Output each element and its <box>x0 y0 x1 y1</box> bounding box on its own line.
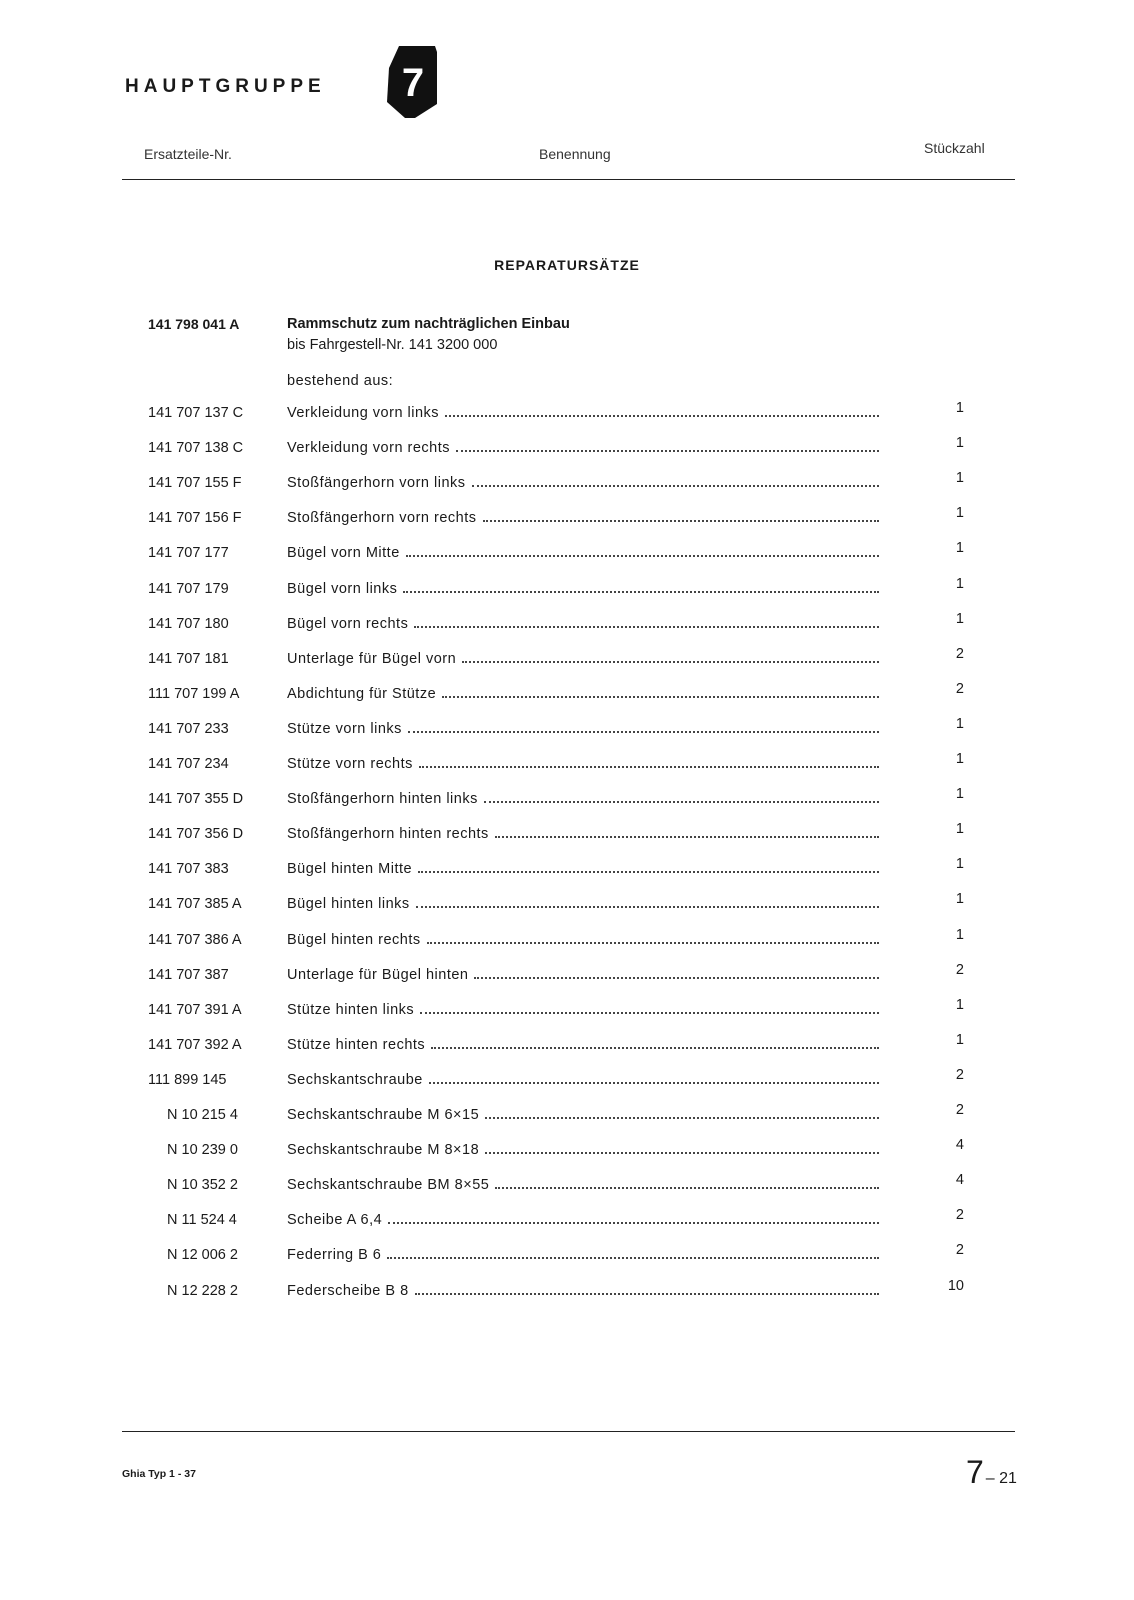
part-number: 141 707 385 A <box>148 896 242 913</box>
part-quantity: 4 <box>955 1137 964 1154</box>
part-name: Bügel hinten links <box>287 896 410 913</box>
part-quantity: 1 <box>955 856 964 873</box>
part-quantity: 1 <box>955 891 964 908</box>
part-name: Verkleidung vorn rechts <box>287 440 451 457</box>
part-quantity: 2 <box>955 1207 964 1224</box>
leader-dots <box>462 661 879 663</box>
part-name: Abdichtung für Stütze <box>287 685 437 702</box>
leader-dots <box>414 626 879 628</box>
leader-dots <box>415 1293 879 1295</box>
part-description <box>287 1002 879 1018</box>
part-name: Bügel hinten Mitte <box>287 861 413 878</box>
column-header-qty: Stückzahl <box>924 140 985 156</box>
part-number: 141 707 181 <box>148 650 229 667</box>
part-quantity: 1 <box>955 575 964 592</box>
part-quantity: 10 <box>947 1277 964 1294</box>
column-header-name: Benennung <box>539 146 611 162</box>
part-quantity: 1 <box>955 1031 964 1048</box>
page-number-minor: – 21 <box>985 1470 1017 1487</box>
part-quantity: 1 <box>955 996 964 1013</box>
section-title: REPARATURSÄTZE <box>494 257 640 273</box>
leader-dots <box>456 450 879 452</box>
leader-dots <box>403 591 879 593</box>
part-description <box>287 1037 879 1053</box>
part-number: 141 707 383 <box>148 861 229 878</box>
leader-dots <box>427 942 879 944</box>
leader-dots <box>485 1117 879 1119</box>
part-quantity: 1 <box>955 470 964 487</box>
part-description <box>287 686 879 702</box>
part-number: 111 899 145 <box>148 1071 227 1088</box>
part-name: Stoßfängerhorn vorn rechts <box>287 510 477 527</box>
page-title: HAUPTGRUPPE <box>125 76 326 97</box>
part-name: Stoßfängerhorn hinten links <box>287 791 478 808</box>
page-number <box>966 1454 1017 1491</box>
part-description <box>287 756 879 772</box>
part-number: 141 707 387 <box>148 966 229 983</box>
part-number: 141 707 137 C <box>148 405 244 421</box>
leader-dots <box>472 485 879 487</box>
part-quantity: 4 <box>955 1172 964 1189</box>
part-quantity: 1 <box>955 610 964 627</box>
part-name: Federscheibe B 8 <box>287 1282 409 1299</box>
leader-dots <box>483 520 879 522</box>
part-name: Bügel hinten rechts <box>287 931 421 948</box>
part-name: Stütze hinten links <box>287 1001 415 1018</box>
part-number: 141 707 355 D <box>148 791 244 808</box>
part-description <box>287 1212 879 1228</box>
part-name: Federring B 6 <box>287 1247 382 1264</box>
part-quantity: 1 <box>955 786 964 803</box>
kit-consisting-of: bestehend aus: <box>287 373 394 389</box>
part-description <box>287 1107 879 1123</box>
part-number: N 10 239 0 <box>167 1142 238 1159</box>
part-description <box>287 791 879 807</box>
part-name: Sechskantschraube M 6×15 <box>287 1107 480 1123</box>
header-rule <box>122 179 1015 180</box>
footer-model: Ghia Typ 1 - 37 <box>122 1468 196 1480</box>
part-quantity: 1 <box>955 715 964 732</box>
part-quantity: 1 <box>955 540 964 557</box>
part-number: 141 707 138 C <box>148 440 244 457</box>
part-description <box>287 721 879 737</box>
part-name: Bügel vorn links <box>287 580 398 597</box>
part-name: Unterlage für Bügel hinten <box>287 966 469 983</box>
part-description <box>287 1072 879 1088</box>
part-quantity: 2 <box>955 1102 964 1118</box>
group-number-badge <box>385 44 439 120</box>
part-name: Stütze vorn rechts <box>287 756 413 772</box>
part-number: 141 707 179 <box>148 580 229 597</box>
part-description <box>287 545 879 561</box>
part-name: Stütze vorn links <box>287 720 402 737</box>
part-description <box>287 826 879 842</box>
part-name: Verkleidung vorn links <box>287 405 440 421</box>
part-number: 141 707 356 D <box>148 826 244 843</box>
part-name: Stoßfängerhorn vorn links <box>287 475 466 492</box>
part-description <box>287 651 879 667</box>
part-number: 141 707 177 <box>148 545 229 562</box>
part-description <box>287 405 879 421</box>
part-quantity: 2 <box>955 645 964 662</box>
kit-note: bis Fahrgestell-Nr. 141 3200 000 <box>287 337 498 353</box>
part-number: 141 707 234 <box>148 756 229 772</box>
part-number: N 12 228 2 <box>167 1282 238 1299</box>
part-description <box>287 1177 879 1193</box>
part-description <box>287 1247 879 1263</box>
part-description <box>287 967 879 983</box>
part-description <box>287 440 879 456</box>
leader-dots <box>418 871 879 873</box>
leader-dots <box>445 415 879 417</box>
leader-dots <box>388 1222 879 1224</box>
part-quantity: 1 <box>955 505 964 522</box>
part-number: 141 707 391 A <box>148 1001 242 1018</box>
part-number: 141 707 155 F <box>148 475 242 492</box>
table-row <box>0 1277 1134 1318</box>
part-description <box>287 581 879 597</box>
part-quantity: 1 <box>955 435 964 452</box>
leader-dots <box>420 1012 879 1014</box>
leader-dots <box>485 1152 879 1154</box>
leader-dots <box>408 731 879 733</box>
part-number: 141 707 156 F <box>148 510 242 527</box>
column-header-part-no: Ersatzteile-Nr. <box>144 146 232 162</box>
part-number: 141 707 233 <box>148 720 229 737</box>
leader-dots <box>495 1187 879 1189</box>
part-number: N 12 006 2 <box>167 1247 238 1264</box>
leader-dots <box>419 766 879 768</box>
part-quantity: 2 <box>955 1242 964 1259</box>
part-number: N 10 352 2 <box>167 1177 238 1194</box>
part-description <box>287 1142 879 1158</box>
leader-dots <box>406 555 879 557</box>
group-number: 7 <box>401 61 425 105</box>
footer-rule <box>122 1431 1015 1432</box>
part-quantity: 1 <box>955 926 964 943</box>
kit-part-number: 141 798 041 A <box>148 316 240 332</box>
leader-dots <box>495 836 879 838</box>
part-number: N 10 215 4 <box>167 1107 238 1123</box>
part-quantity: 2 <box>955 1066 964 1083</box>
part-quantity: 1 <box>955 400 964 416</box>
leader-dots <box>431 1047 879 1049</box>
leader-dots <box>484 801 879 803</box>
part-name: Sechskantschraube M 8×18 <box>287 1142 480 1159</box>
part-description <box>287 510 879 526</box>
kit-name: Rammschutz zum nachträglichen Einbau <box>287 316 570 332</box>
part-name: Bügel vorn rechts <box>287 615 409 632</box>
part-number: 141 707 392 A <box>148 1036 242 1053</box>
part-description <box>287 475 879 491</box>
part-name: Stoßfängerhorn hinten rechts <box>287 826 489 843</box>
leader-dots <box>416 906 879 908</box>
part-description <box>287 896 879 912</box>
page-number-major: 7 <box>966 1454 984 1490</box>
part-name: Sechskantschraube BM 8×55 <box>287 1177 490 1194</box>
leader-dots <box>429 1082 879 1084</box>
part-description <box>287 932 879 948</box>
part-name: Unterlage für Bügel vorn <box>287 650 457 667</box>
leader-dots <box>474 977 879 979</box>
part-number: 141 707 386 A <box>148 931 242 948</box>
part-number: N 11 524 4 <box>167 1212 237 1229</box>
part-name: Sechskantschraube <box>287 1071 423 1088</box>
part-name: Bügel vorn Mitte <box>287 545 400 562</box>
part-description <box>287 1283 879 1299</box>
part-quantity: 2 <box>955 680 964 697</box>
part-name: Scheibe A 6,4 <box>287 1212 383 1229</box>
part-number: 111 707 199 A <box>148 685 240 702</box>
part-description <box>287 616 879 632</box>
part-description <box>287 861 879 877</box>
leader-dots <box>387 1257 879 1259</box>
part-quantity: 1 <box>955 821 964 838</box>
part-name: Stütze hinten rechts <box>287 1036 426 1053</box>
part-number: 141 707 180 <box>148 615 229 632</box>
part-quantity: 2 <box>955 961 964 978</box>
leader-dots <box>442 696 879 698</box>
part-quantity: 1 <box>955 751 964 767</box>
